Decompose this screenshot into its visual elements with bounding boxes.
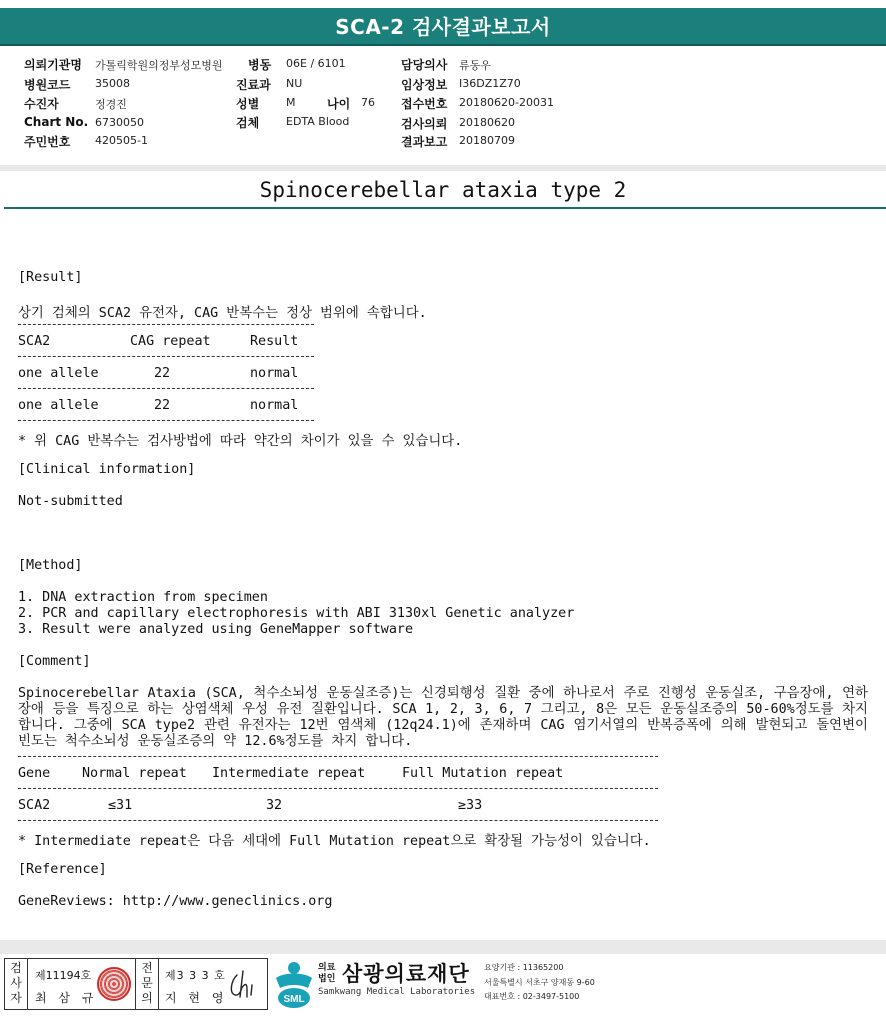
label-sex: 성별 — [236, 97, 260, 111]
brand-phone: 대표번호 : 02-3497-5100 — [484, 992, 580, 1001]
value-ward: 06E / 6101 — [286, 57, 346, 70]
dashed-rule — [18, 388, 314, 389]
value-collector: 정경진 — [95, 98, 127, 111]
gene-row-intermediate: 32 — [266, 798, 283, 813]
specialist-license: 제3 3 3 호 — [165, 969, 226, 982]
method-heading: [Method] — [18, 558, 83, 573]
report-heading: Spinocerebellar ataxia type 2 — [259, 178, 627, 202]
comment-text: Spinocerebellar Ataxia (SCA, 척수소뇌성 운동실조증)는 신경퇴행성 질환 중에 하나로서 주로 진행성 운동실조, 구음장애, 연하장애 등을 특징으로 하는 상염색체 우성 유전 질환입니다. SCA 1, 2, 3, 6, 7 그리고, 8은 모든 운동실조증의 50-60%정도를 차지합니다. 그중에 SCA type2 관련 유전자는 12번 염색체 (12q24.1)에 존재하며 CAG 염기서열의 반복증폭에 의해 발현되고 돌연변이 빈도는 척수소뇌성 운동실조증의 약 12.6%정도를 차지 합니다. — [18, 686, 868, 749]
value-report-date: 20180709 — [459, 134, 515, 147]
result-row-2-allele: one allele — [18, 398, 99, 413]
value-institution: 가톨릭학원의정부성모병원 — [95, 59, 223, 72]
gene-header-full: Full Mutation repeat — [402, 766, 564, 781]
result-header-gene: SCA2 — [18, 334, 51, 349]
result-note: * 위 CAG 반복수는 검사방법에 따라 약간의 차이가 있을 수 있습니다. — [18, 434, 463, 449]
brand-code: 요양기관 : 11365200 — [484, 963, 564, 972]
value-resident-no: 420505-1 — [95, 134, 148, 147]
value-specimen: EDTA Blood — [286, 115, 350, 128]
tester-label: 검 사 자 — [10, 961, 22, 1005]
brand-english-name: Samkwang Medical Laboratories — [318, 987, 476, 997]
brand-address: 서울특별시 서초구 양재동 9-60 — [484, 978, 595, 987]
result-header-cag: CAG repeat — [130, 334, 211, 349]
svg-text:SML: SML — [283, 994, 305, 1005]
tester-name: 최 삼 규 — [35, 991, 98, 1005]
result-row-1-result: normal — [250, 366, 299, 381]
specialist-label: 전 문 의 — [141, 961, 153, 1005]
divider — [27, 959, 28, 1009]
label-department: 진료과 — [236, 78, 271, 92]
dashed-rule — [18, 324, 314, 325]
method-step-3: 3. Result were analyzed using GeneMapper software — [18, 622, 414, 637]
label-clinical-info: 임상정보 — [401, 78, 448, 92]
label-chart-no: Chart No. — [24, 115, 89, 129]
value-doctor: 류동우 — [459, 59, 491, 72]
report-title-bar — [0, 8, 886, 46]
result-header-result: Result — [250, 334, 299, 349]
brand-tag: 의료법인 — [318, 963, 336, 984]
dashed-rule — [18, 420, 314, 421]
gene-note: * Intermediate repeat은 다음 세대에 Full Mutation repeat으로 확장될 가능성이 있습니다. — [18, 834, 651, 849]
comment-heading: [Comment] — [18, 654, 91, 669]
signature-scribble — [227, 967, 263, 1003]
label-report-date: 결과보고 — [401, 135, 448, 149]
gene-header-normal: Normal repeat — [82, 766, 187, 781]
label-request-date: 검사의뢰 — [401, 117, 448, 131]
result-row-1-allele: one allele — [18, 366, 99, 381]
gene-row-gene: SCA2 — [18, 798, 51, 813]
sml-logo-icon — [270, 958, 318, 1010]
gene-row-normal: ≤31 — [108, 798, 133, 813]
divider — [158, 959, 159, 1009]
label-doctor: 담당의사 — [401, 58, 448, 72]
gene-header-gene: Gene — [18, 766, 51, 781]
method-step-1: 1. DNA extraction from specimen — [18, 590, 268, 605]
value-age: 76 — [361, 96, 375, 109]
result-text: 상기 검체의 SCA2 유전자, CAG 반복수는 정상 범위에 속합니다. — [18, 306, 427, 321]
report-title: SCA-2 검사결과보고서 — [335, 15, 551, 39]
footer-divider — [0, 940, 886, 954]
method-step-2: 2. PCR and capillary electrophoresis with ABI 3130xl Genetic analyzer — [18, 606, 575, 621]
tester-license: 제11194호 — [35, 969, 92, 982]
label-institution: 의뢰기관명 — [24, 58, 82, 72]
value-sex: M — [286, 96, 296, 109]
dashed-rule — [18, 756, 658, 757]
signature-box — [4, 958, 268, 1010]
result-row-2-result: normal — [250, 398, 299, 413]
specialist-name: 지 현 영 — [165, 991, 228, 1005]
clinical-text: Not-submitted — [18, 494, 123, 509]
value-clinical-info: I36DZ1Z70 — [459, 77, 521, 90]
value-department: NU — [286, 77, 303, 90]
patient-info-block — [0, 52, 886, 164]
clinical-heading: [Clinical information] — [18, 462, 196, 477]
seal-stamp — [97, 967, 131, 1001]
value-chart-no: 6730050 — [95, 116, 144, 129]
label-ward: 병동 — [248, 58, 272, 72]
gene-row-full: ≥33 — [458, 798, 483, 813]
result-heading: [Result] — [18, 270, 83, 285]
dashed-rule — [18, 820, 658, 821]
heading-rule — [4, 207, 886, 209]
gene-header-intermediate: Intermediate repeat — [212, 766, 366, 781]
report-footer — [0, 956, 886, 1016]
result-row-1-cag: 22 — [154, 366, 171, 381]
section-divider — [0, 165, 886, 171]
reference-heading: [Reference] — [18, 862, 107, 877]
dashed-rule — [18, 788, 658, 789]
value-request-date: 20180620 — [459, 116, 515, 129]
divider — [135, 959, 136, 1009]
label-receipt-no: 접수번호 — [401, 97, 448, 111]
label-age: 나이 — [327, 97, 351, 111]
reference-text: GeneReviews: http://www.geneclinics.org — [18, 894, 333, 909]
label-resident-no: 주민번호 — [24, 135, 71, 149]
result-row-2-cag: 22 — [154, 398, 171, 413]
label-collector: 수진자 — [24, 97, 59, 111]
label-specimen: 검체 — [236, 116, 260, 130]
value-receipt-no: 20180620-20031 — [459, 96, 554, 109]
brand-name: 삼광의료재단 — [342, 962, 470, 986]
label-hospital-code: 병원코드 — [24, 78, 71, 92]
value-hospital-code: 35008 — [95, 77, 130, 90]
dashed-rule — [18, 356, 314, 357]
